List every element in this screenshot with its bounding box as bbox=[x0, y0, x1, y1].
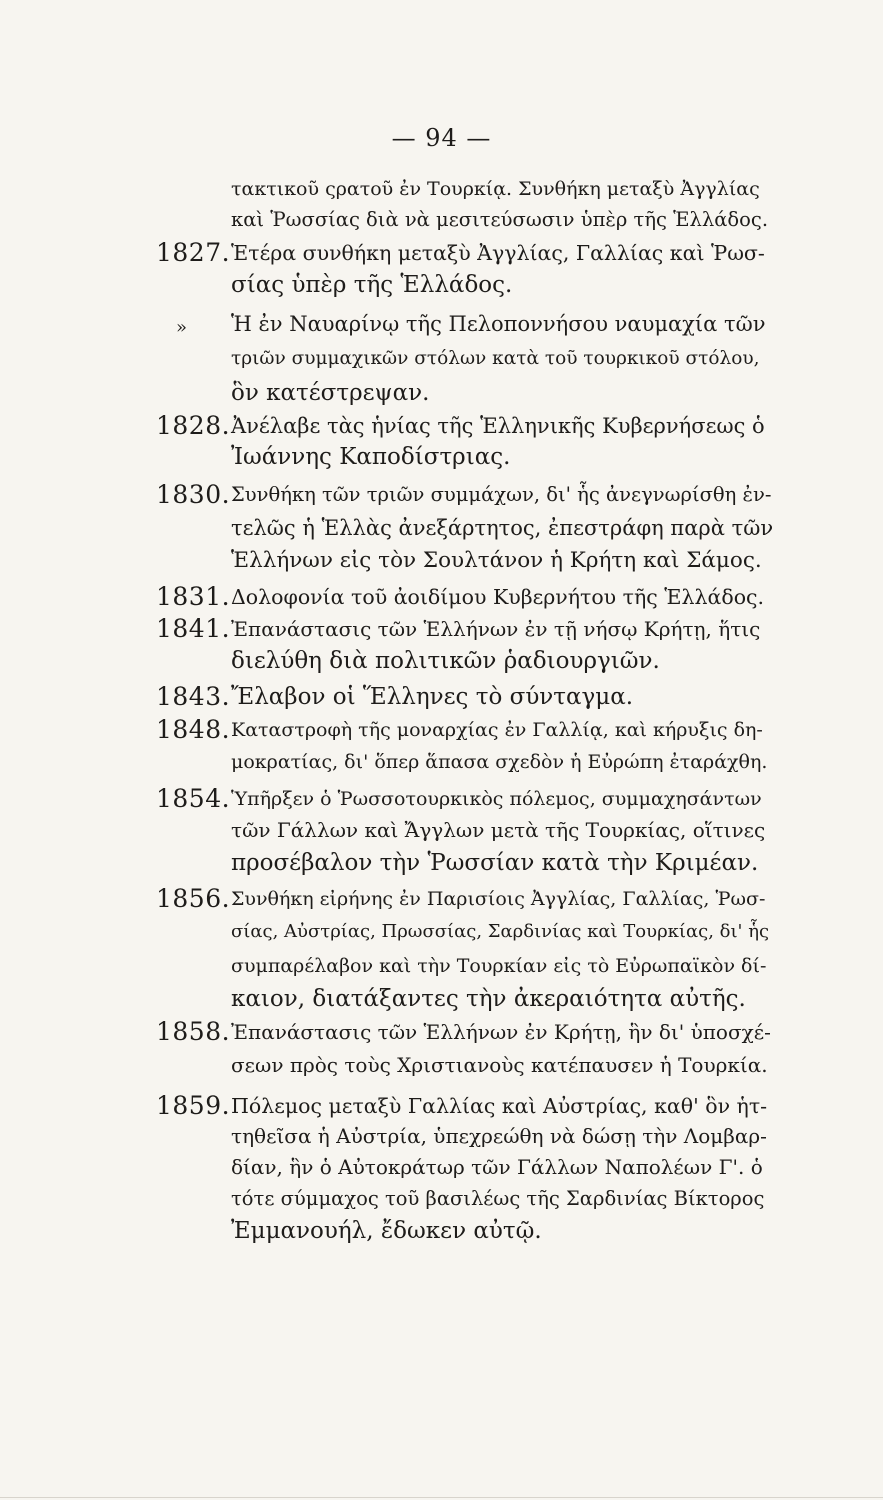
entry-line: σίας, Αὐστρίας, Πρωσσίας, Σαρδινίας καὶ Τουρκίας, δι' ἧς bbox=[231, 921, 770, 942]
entry-year: 1848. bbox=[156, 715, 231, 744]
entry-line: Ἑλλήνων εἰς τὸν Σουλτάνον ἡ Κρήτη καὶ Σάμος. bbox=[231, 548, 762, 573]
entry-line: σεων πρὸς τοὺς Χριστιανοὺς κατέπαυσεν ἡ Τουρκία. bbox=[231, 1053, 768, 1077]
entry-line: Συνθήκη τῶν τριῶν συμμάχων, δι' ἧς ἀνεγνωρίσθη ἐν- bbox=[231, 483, 772, 506]
entry-ditto-mark: » bbox=[176, 317, 188, 338]
entry-year: 1831. bbox=[156, 582, 231, 611]
page-number: — 94 — bbox=[391, 124, 492, 152]
entry-year: 1828. bbox=[156, 411, 231, 440]
entry-line: σίας ὑπὲρ τῆς Ἑλλάδος. bbox=[231, 272, 513, 298]
entry-line: Ἐπανάστασις τῶν Ἑλλήνων ἐν Κρήτῃ, ἣν δι' ὑποσχέ- bbox=[231, 1020, 771, 1044]
entry-line: Συνθήκη εἰρήνης ἐν Παρισίοις Ἀγγλίας, Γαλλίας, Ῥωσ- bbox=[231, 888, 766, 910]
entry-line: δίαν, ἣν ὁ Αὐτοκράτωρ τῶν Γάλλων Ναπολέων Γ'. ὁ bbox=[231, 1155, 763, 1179]
entry-year: 1841. bbox=[156, 614, 231, 643]
entry-line: Ἡ ἐν Ναυαρίνῳ τῆς Πελοποννήσου ναυμαχία τῶν bbox=[231, 312, 766, 336]
entry-line: τηθεῖσα ἡ Αὐστρία, ὑπεχρεώθη νὰ δώσῃ τὴν Λομβαρ- bbox=[231, 1124, 767, 1148]
entry-line: συμπαρέλαβον καὶ τὴν Τουρκίαν εἰς τὸ Εὐρωπαϊκὸν δί- bbox=[231, 955, 767, 977]
entry-line: Ὑπῆρξεν ὁ Ῥωσσοτουρκικὸς πόλεμος, συμμαχησάντων bbox=[231, 788, 762, 810]
entry-line: Δολοφονία τοῦ ἀοιδίμου Κυβερνήτου τῆς Ἑλλάδος. bbox=[231, 585, 765, 609]
entry-line: Ἀνέλαβε τὰς ἡνίας τῆς Ἑλληνικῆς Κυβερνήσεως ὁ bbox=[231, 414, 765, 438]
entry-year: 1858. bbox=[156, 1017, 231, 1046]
entry-line: καὶ Ῥωσσίας διὰ νὰ μεσιτεύσωσιν ὑπὲρ τῆς Ἑλλάδος. bbox=[231, 208, 769, 231]
entry-line: προσέβαλον τὴν Ῥωσσίαν κατὰ τὴν Κριμέαν. bbox=[231, 850, 759, 876]
entry-line: διελύθη διὰ πολιτικῶν ῥαδιουργιῶν. bbox=[231, 648, 660, 674]
entry-year: 1859. bbox=[156, 1091, 231, 1120]
entry-line: Ἐμμανουήλ, ἔδωκεν αὐτῷ. bbox=[231, 1218, 542, 1244]
entry-line: Πόλεμος μεταξὺ Γαλλίας καὶ Αὐστρίας, καθ' ὃν ἡτ- bbox=[231, 1094, 768, 1118]
entry-year: 1854. bbox=[156, 784, 231, 813]
entry-year: 1856. bbox=[156, 884, 231, 913]
entry-line: τελῶς ἡ Ἑλλὰς ἀνεξάρτητος, ἐπεστράφη παρὰ τῶν bbox=[231, 516, 774, 540]
entry-line: μοκρατίας, δι' ὅπερ ἅπασα σχεδὸν ἡ Εὐρώπη ἐταράχθη. bbox=[231, 751, 768, 773]
entry-line: τότε σύμμαχος τοῦ βασιλέως τῆς Σαρδινίας Βίκτορος bbox=[231, 1187, 765, 1210]
entry-line: τριῶν συμμαχικῶν στόλων κατὰ τοῦ τουρκικοῦ στόλου, bbox=[231, 348, 760, 369]
entry-line: Ἰωάννης Καποδίστριας. bbox=[231, 444, 511, 470]
page-bottom-edge bbox=[0, 1497, 883, 1498]
entry-line: Καταστροφὴ τῆς μοναρχίας ἐν Γαλλίᾳ, καὶ κήρυξις δη- bbox=[231, 719, 763, 741]
entry-line: καιον, διατάξαντες τὴν ἀκεραιότητα αὐτῆς. bbox=[231, 986, 746, 1012]
entry-line: τακτικοῦ ςρατοῦ ἐν Τουρκίᾳ. Συνθήκη μεταξὺ Ἀγγλίας bbox=[231, 178, 760, 200]
entry-line: ὃν κατέστρεψαν. bbox=[231, 380, 430, 406]
entry-line: τῶν Γάλλων καὶ Ἄγγλων μετὰ τῆς Τουρκίας, οἵτινες bbox=[231, 818, 766, 842]
entry-line: Ἐπανάστασις τῶν Ἑλλήνων ἐν τῇ νήσῳ Κρήτῃ, ἥτις bbox=[231, 617, 761, 641]
entry-line: Ἑτέρα συνθήκη μεταξὺ Ἀγγλίας, Γαλλίας καὶ Ῥωσ- bbox=[231, 241, 765, 265]
entry-year: 1830. bbox=[156, 480, 231, 509]
entry-year: 1827. bbox=[156, 238, 231, 267]
entry-line: Ἔλαβον οἱ Ἕλληνες τὸ σύνταγμα. bbox=[231, 684, 634, 710]
entry-year: 1843. bbox=[156, 682, 231, 711]
